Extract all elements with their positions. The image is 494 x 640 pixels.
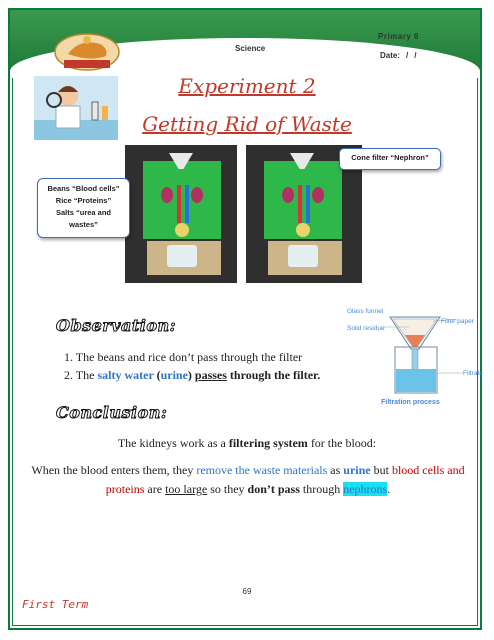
- solid-residue-label: Solid residue: [347, 325, 385, 332]
- term-label: First Term: [22, 598, 89, 611]
- text: as: [327, 463, 344, 477]
- glass-funnel-label: Glass funnel: [347, 308, 384, 315]
- item-text: through the filter.: [226, 368, 321, 382]
- experiment-subtitle-text: Getting Rid of Waste: [142, 112, 352, 136]
- model-kidney: [161, 187, 173, 203]
- model-artery: [298, 185, 302, 223]
- date-separator: /: [406, 51, 409, 60]
- experiment-title-text: Experiment 2: [178, 74, 316, 98]
- list-item: 1. The beans and rice don’t pass through the filter: [64, 350, 303, 364]
- callout-line: Beans “Blood cells”: [47, 184, 120, 193]
- model-bladder: [175, 223, 189, 237]
- paren-open: (: [153, 368, 161, 382]
- cone-filter-callout: Cone filter “Nephron”: [339, 148, 441, 170]
- model-kidney: [312, 187, 324, 203]
- date-label: Date:: [380, 51, 401, 60]
- experiment-title: [0, 74, 494, 98]
- text: for the blood:: [307, 436, 377, 450]
- filtration-diagram: [345, 303, 490, 408]
- filtration-caption: Filtration process: [381, 399, 440, 406]
- paren-close: ): [187, 368, 195, 382]
- experiment-subtitle: [0, 112, 494, 136]
- grade-label: Primary 6: [378, 32, 419, 41]
- callout-line: wastes”: [69, 220, 98, 229]
- item-number: 2. The: [64, 368, 98, 382]
- text: but: [370, 463, 392, 477]
- text: through: [299, 482, 344, 496]
- model-kidney: [191, 187, 203, 203]
- model-bladder: [296, 223, 310, 237]
- text: The kidneys work as a: [117, 436, 229, 450]
- school-logo: [50, 30, 124, 76]
- date-separator: /: [414, 51, 417, 60]
- text: When the blood enters them, they: [31, 463, 197, 477]
- callout-line: Rice “Proteins”: [55, 196, 112, 205]
- callout-line: Salts “urea and: [55, 208, 112, 217]
- page-number: 69: [242, 587, 252, 596]
- model-artery: [177, 185, 181, 223]
- too-large-term: too large: [165, 482, 208, 496]
- filter-paper-label: Filter paper: [441, 318, 474, 325]
- text: .: [387, 482, 391, 496]
- list-item: [64, 366, 320, 384]
- filtrate-liquid: [396, 369, 436, 392]
- materials-callout: [37, 178, 130, 238]
- urine-term: urine: [160, 368, 188, 382]
- nephrons-term: nephrons: [343, 482, 388, 496]
- dont-pass-term: don’t pass: [247, 482, 300, 496]
- model-jar: [288, 245, 318, 267]
- conclusion-paragraph: [28, 461, 468, 499]
- observation-heading: Observation:: [56, 316, 177, 335]
- kidney-model-photo: [125, 145, 237, 283]
- text: are: [144, 482, 166, 496]
- filtering-system-term: filtering system: [228, 436, 308, 450]
- conclusion-heading: Conclusion:: [56, 403, 168, 422]
- urine-term: urine: [343, 463, 371, 477]
- passes-term: passes: [194, 368, 227, 382]
- remove-waste-term: remove the waste materials: [196, 463, 328, 477]
- date-field: [380, 51, 416, 60]
- model-vein: [185, 185, 189, 223]
- funnel-stem: [412, 349, 418, 371]
- observation-list: [64, 348, 320, 384]
- blood-cells-term: blood cells and proteins: [105, 463, 465, 496]
- text: so they: [207, 482, 248, 496]
- conclusion-intro: [0, 436, 494, 451]
- model-vein: [306, 185, 310, 223]
- model-kidney: [282, 187, 294, 203]
- subject-label: Science: [235, 44, 266, 53]
- model-jar: [167, 245, 197, 267]
- salty-water-term: salty water: [97, 368, 154, 382]
- filtrate-label: Filtrate: [463, 370, 483, 377]
